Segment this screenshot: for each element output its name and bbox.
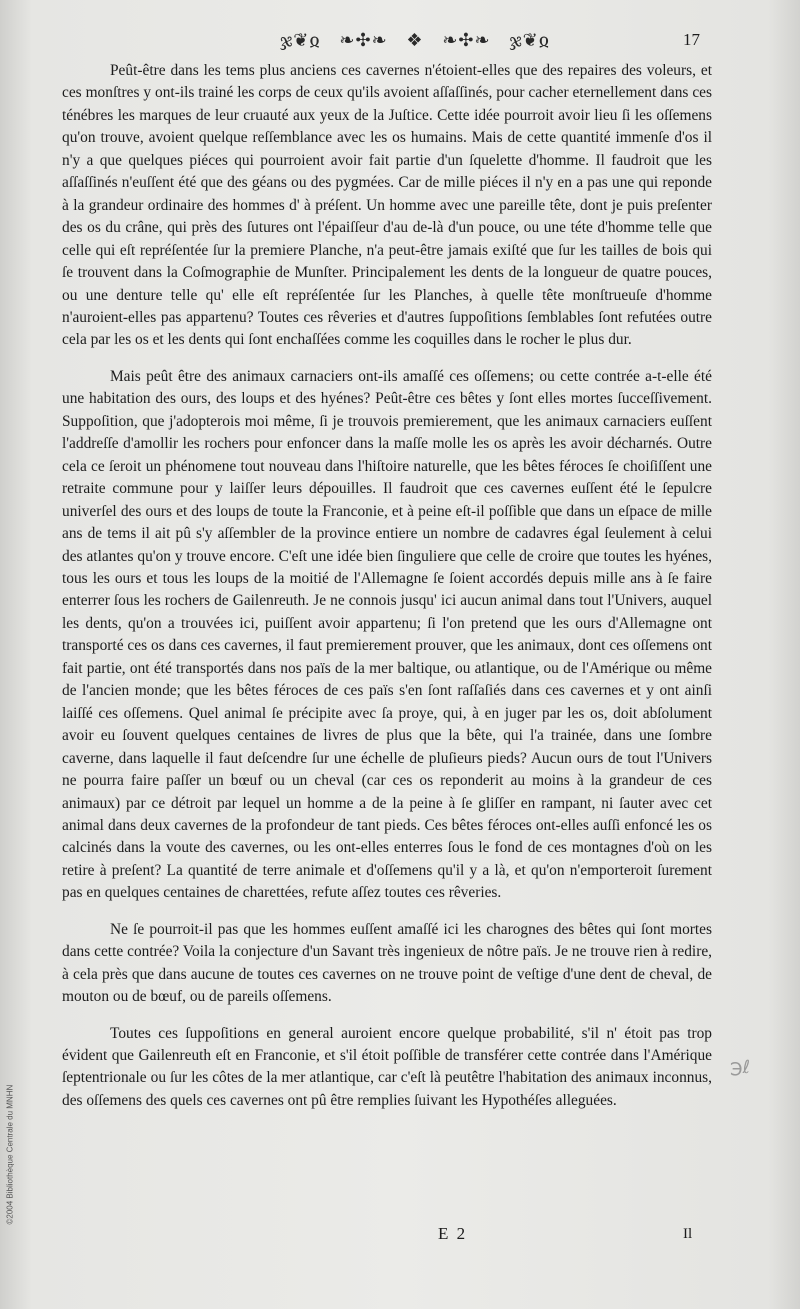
ornament-glyph-1: ჯ❦ჲ xyxy=(280,29,321,50)
ornament-glyph-2: ❧✣❧ xyxy=(339,29,388,50)
paragraph-3: Ne ſe pourroit-il pas que les hommes euſſent amaſſé ici les charognes des bêtes qui ſont mortes dans cette contrée? Voila la conjecture d'un Savant très ingenieux de nôtre païs. Je ne trouve rien à redire, à cela près que dans aucune de toutes ces cavernes on ne trouve point de veſtige d'une dent de cheval, de mouton ou de bœuf, ou de pareils oſſemens. xyxy=(62,920,712,1006)
paragraph-2: Mais peût être des animaux carnaciers ont-ils amaſſé ces oſſemens; ou cette contrée a-t-elle été une habitation des ours, des loups et des hyénes? Peût-être ces bêtes y ſont elles mortes ſucceſſivement. Suppoſition, que j'adopterois moi même, ſi je trouvois premierement, que les animaux carnaciers euſſent l'addreſſe d'amollir les rochers pour enfoncer dans la maſſe molle les os après les avoir décharnés. Outre cela ce ſeroit un phénomene tout nouveau dans l'hiſtoire naturelle, que les bêtes féroces ſe choiſiſſent une retraite commune pour y laiſſer leurs dépouilles. Il faudroit que ces cavernes euſſent été le ſepulcre univerſel des ours et des loups de toute la Franconie, et à peine eſt-il poſſible que dans un eſpace de mille ans de tems il ait pû s'y aſſembler de la province entiere un nombre de cadavres égal ſeulement à celui des atlantes qu'on y trouve encore. C'eſt une idée bien ſinguliere que celle de croire que toutes les hyénes, tous les ours et tous les loups de la moitié de l'Allemagne ſe ſoient accordés depuis mille ans à ſe faire enterrer ſous les rochers de Gailenreuth. Je ne connois jusqu' ici aucun animal dans tout l'Univers, auquel les dents, qu'on a trouvées ici, puiſſent avoir appartenu; ſi l'on pretend que les ours d'Allemagne ont transporté ces os dans ces cavernes, il faut premierement prouver, que les animaux, dont ces oſſemens ont fait partie, ont été transportés dans nos païs de la mer baltique, ou atlantique, ou de l'Amérique ou même de l'ancien monde; que les bêtes féroces de ces païs s'en ſont raſſaſiés dans ces cavernes et y ont ainſi laiſſé ces oſſemens. Quel animal ſe précipite avec ſa proye, qui, à en juger par les os, doit abſolument avoir eu ſouvent quelques centaines de livres de plus que la bête, qui l'a trainée, dans une ſombre caverne, dans laquelle il faut deſcendre ſur une échelle de pluſieurs pieds? Aucun ours de tout l'Univers ne pourra faire paſſer un bœuf ou un cheval (car ces os reponderit au moins à la grandeur de ces animaux) par ce détroit par lequel un homme a de la peine à ſe gliſſer en rampant, ni ſauter avec cet animal dans deux cavernes de la profondeur de tant pieds. Ces bêtes féroces ont-elles auſſi enfoncé les os calcinés dans la voute des cavernes, ou les ont-elles enterres ſous le fond de ces montagnes d'où on les retire à preſent? La quantité de terre animale et d'oſſemens qu'il y a là, et qu'on n'emporteroit ſurement pas en quelques centaines de charettées, refute aſſez toutes ces rêveries. xyxy=(62,367,712,902)
catchword: Il xyxy=(683,1226,693,1242)
body-text xyxy=(62,60,712,1112)
signature-mark: E 2 xyxy=(438,1224,468,1243)
ornament-glyph-5: ჯ❦ჲ xyxy=(509,29,550,50)
header-ornament xyxy=(280,28,550,52)
library-stamp: ©2004 Bibliothèque Centrale du MNHN xyxy=(5,1084,15,1225)
page-number: 17 xyxy=(683,30,700,49)
paragraph-1: Peût-être dans les tems plus anciens ces cavernes n'étoient-elles que des repaires des voleurs, et ces monſtres y ont-ils trainé les corps de ceux qu'ils avoient aſſaſſinés, pour cacher eternellement dans ces ténébres les marques de leur cruauté aux yeux de la Juſtice. Cette idée pourroit avoir lieu ſi les oſſemens qu'on trouve, avoient quelque reſſemblance avec les os humains. Mais de cette quantité immenſe d'os il n'y a que quelques piéces qui pourroient avoir fait partie d'un ſquelette d'homme. Il faudroit que les aſſaſſinés n'euſſent été que des géans ou des pygmées. Car de mille piéces il n'y en a pas une qui reponde à la grandeur ordinaire des hommes d' à préſent. Un homme avec une pareille tête, dont je puis preſenter des os du crâne, qui près des ſutures ont l'épaiſſeur d'au de-là d'un pouce, ou une téte d'homme telle que celle qui eſt repréſentée ſur la premiere Planche, n'a peut-être jamais exiſté que ſur les tailles de bois qui ſe trouvent dans la Coſmographie de Munſter. Principalement les dents de la longueur de quatre pouces, ou une denture telle qu' elle eſt repréſentée ſur les Planches, à quelle tête monſtrueuſe d'homme n'auroient-elles pas appartenu? Toutes ces rêveries et d'autres ſuppoſitions ſemblables ſont refutées outre cela par les os et les dents qui ſont enchaſſées comme les coquilles dans le rocher le plus dur. xyxy=(62,62,712,349)
ornament-glyph-3: ❖ xyxy=(406,29,424,50)
margin-annotation: ℈ℓ xyxy=(730,1057,751,1078)
ornament-glyph-4: ❧✣❧ xyxy=(442,29,491,50)
paragraph-4: Toutes ces ſuppoſitions en general auroient encore quelque probabilité, s'il n' étoit pas trop évident que Gailenreuth eſt en Franconie, et s'il étoit poſſible de transférer cette contrée dans l'Amérique ſeptentrionale ou ſur les côtes de la mer atlantique, car c'eſt là peutêtre l'habitation des animaux inconnus, des oſſemens des quels ces cavernes ont pû être remplies ſuivant les Hypothéſes alleguées. xyxy=(62,1024,712,1109)
